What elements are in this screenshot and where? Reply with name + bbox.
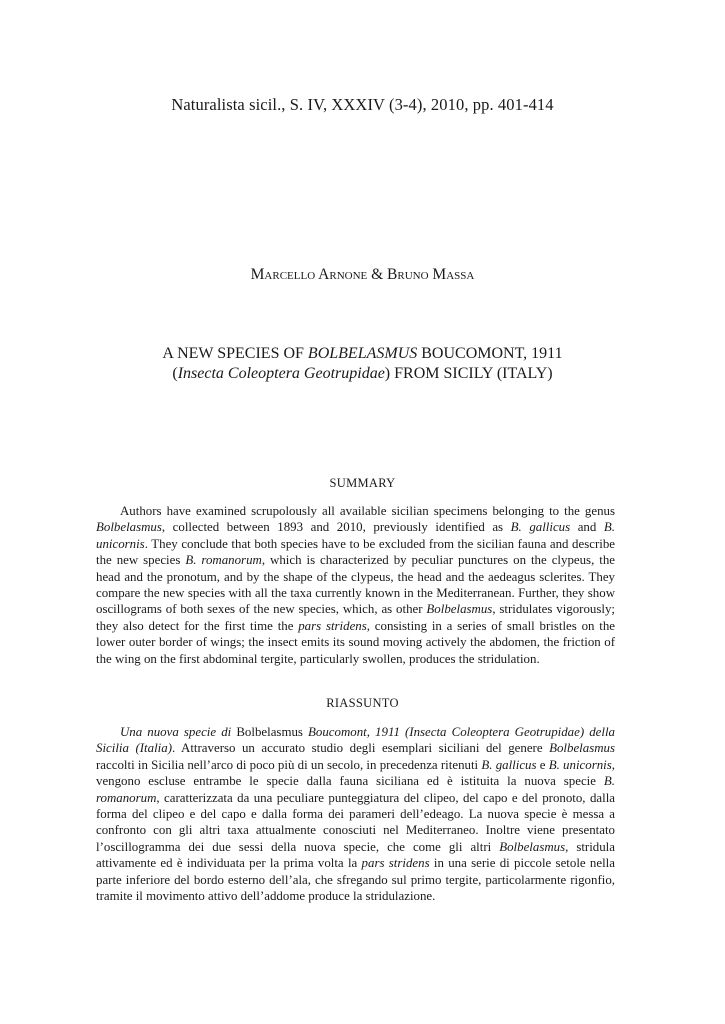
text: raccolti in Sicilia nell’arco di poco più di un secolo, in precedenza ritenuti <box>96 757 482 772</box>
text-italic: Una nuova specie di <box>120 725 232 739</box>
text: and <box>570 520 604 535</box>
text-italic: Boucomont, 1911 (Insecta Coleoptera Geotrupidae) della Sicilia (Italia) <box>96 725 616 756</box>
text: . They conclude that both species have to be excluded from the sicilian fauna and describe the new species <box>96 536 615 568</box>
summary-paragraph <box>96 503 615 667</box>
title-genus: BOLBELASMUS <box>307 345 418 362</box>
title-taxonomy: Insecta Coleoptera Geotrupidae <box>177 365 385 382</box>
riassunto-heading: RIASSUNTO <box>326 696 399 710</box>
text-italic: Bolbelasmus <box>426 602 493 617</box>
summary-heading: SUMMARY <box>329 476 396 490</box>
riassunto-paragraph <box>96 724 615 904</box>
title-text: A NEW SPECIES OF <box>162 345 308 362</box>
text: , vengono escluse entrambe le specie dalla fauna siciliana ed è istituita la nuova specie <box>96 757 615 789</box>
article-title <box>60 344 665 384</box>
title-line-1 <box>60 344 665 364</box>
text-italic: B. gallicus <box>510 520 571 535</box>
text: e <box>536 757 549 772</box>
text: , consisting in a series of small bristles on the lower outer border of wings; the insect emits its sound moving actively the abdomen, the friction of the wing on the first abdominal tergite, particularly swollen, produces the stridulation. <box>96 618 615 666</box>
text-italic: pars stridens <box>361 856 430 871</box>
title-line-2 <box>60 364 665 384</box>
text-italic: B. romanorum <box>96 774 615 805</box>
text-italic: Bolbelasmus <box>549 741 615 756</box>
text: , which is characterized by peculiar punctures on the clypeus, the head and the pronotum, and by the shape of the clypeus, the head and the aedeagus sclerites. They compare the new species with all the taxa currently known in the Mediterranean. Further, they show oscillograms of both sexes of the new species, which, as other <box>96 553 616 617</box>
text-italic: Bolbelasmus <box>96 520 162 535</box>
text: . Attraverso un accurato studio degli esemplari siciliani del genere <box>172 741 550 756</box>
authors: Marcello Arnone & Bruno Massa <box>250 266 475 283</box>
text: , stridulates vigorously; they also detect for the first time the <box>96 602 615 633</box>
text-italic: Bolbelasmus <box>499 839 566 854</box>
text-italic: B. unicornis <box>548 757 612 772</box>
text: Authors have examined scrupolously all available sicilian specimens belonging to the genus <box>120 504 615 518</box>
text: , caratterizzata da una peculiare punteggiatura del clipeo, del capo e del pronoto, dalla forma del clipeo e del capo e dalla forma dei parameri dell’edeago. La nuova specie è messa a confronto con gli altri taxa attualmente conosciuti nel Mediterraneo. Inoltre viene presentato l’oscillogramma dei due sessi della nuova specie, che come gli altri <box>96 790 615 854</box>
text: in una serie di piccole setole nella parte inferiore del bordo esterno dell’ala, che sfregando sul primo tergite, particolarmente rigonfio, tramite il movimento attivo dell’addome produce la stridulazione. <box>96 856 615 904</box>
text: , collected between 1893 and 2010, previously identified as <box>161 520 511 535</box>
journal-citation: Naturalista sicil., S. IV, XXXIV (3-4), 2010, pp. 401-414 <box>171 95 554 114</box>
text-italic: B. gallicus <box>481 757 537 772</box>
title-text: ) FROM SICILY (ITALY) <box>384 365 553 382</box>
title-text: BOUCOMONT, 1911 <box>417 345 563 362</box>
text-italic: B. romanorum <box>185 553 262 568</box>
text: , stridula attivamente ed è individuata per la prima volta la <box>96 839 615 871</box>
title-text: ( <box>172 365 178 382</box>
text-italic: pars stridens <box>298 618 367 633</box>
text: Bolbelasmus <box>231 725 309 739</box>
text-italic: B. unicornis <box>96 520 615 551</box>
